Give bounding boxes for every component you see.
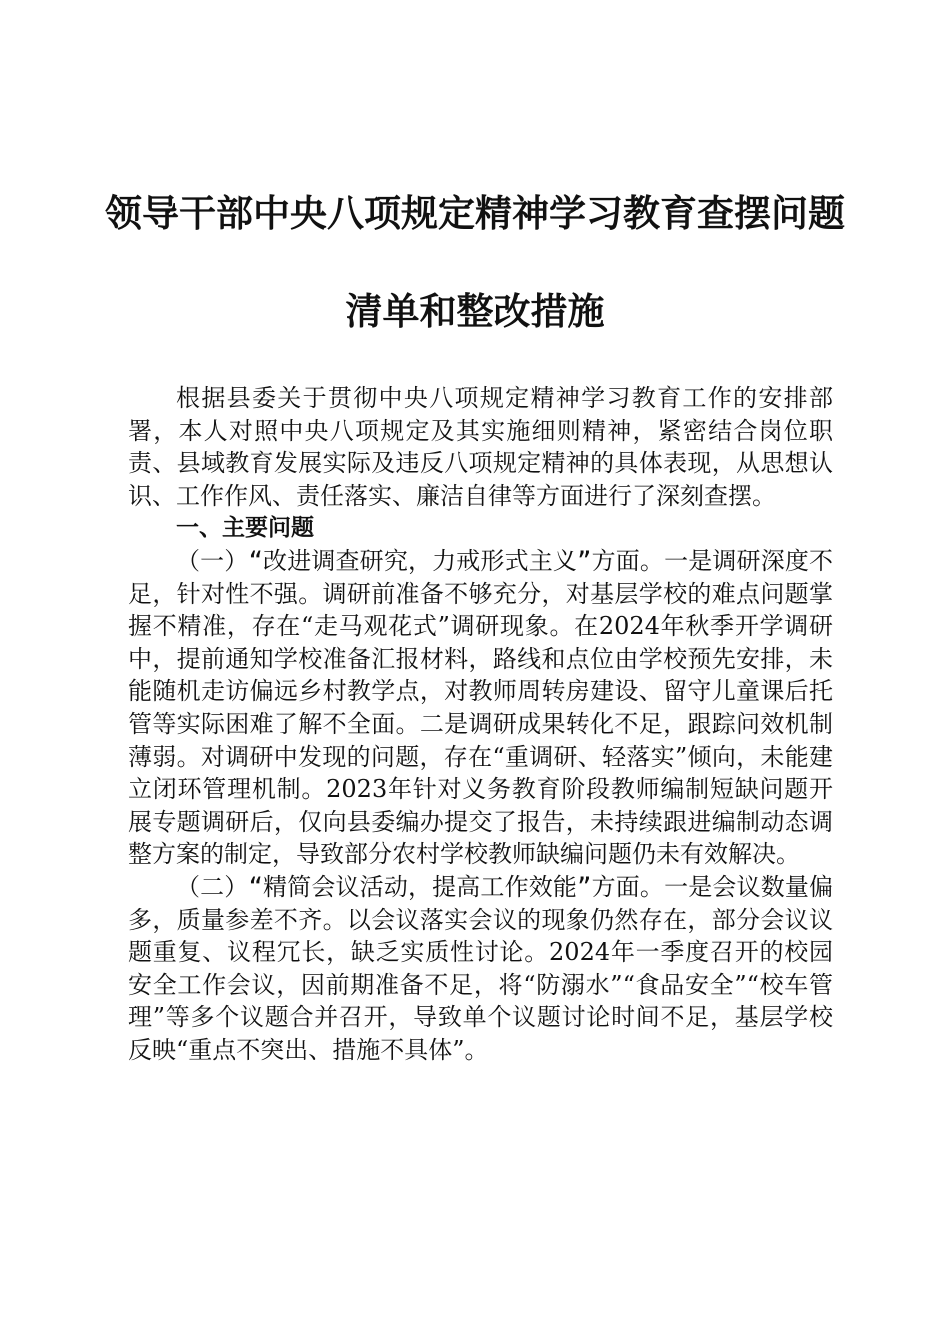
subsection-2-paragraph (128, 871, 833, 1067)
section-heading-main-problems: 一、主要问题 (176, 515, 314, 542)
intro-paragraph: 根据县委关于贯彻中央八项规定精神学习教育工作的安排部署，本人对照中央八项规定及其实施细则精神，紧密结合岗位职责、县域教育发展实际及违反八项规定精神的具体表现，从思想认识、工作作风、责任落实、廉洁自律等方面进行了深刻查摆。 (128, 384, 833, 510)
subsection-1-text: 一是调研深度不足，针对性不强。调研前准备不够充分，对基层学校的难点问题掌握不精准，存在“走马观花式”调研现象。在2024年秋季开学调研中，提前通知学校准备汇报材料，路线和点位由学校预先安排，未能随机走访偏远乡村教学点，对教师周转房建设、留守儿童课后托管等实际困难了解不全面。二是调研成果转化不足，跟踪问效机制薄弱。对调研中发现的问题，存在“重调研、轻落实”倾向，未能建立闭环管理机制。2023年针对义务教育阶段教师编制短缺问题开展专题调研后，仅向县委编办提交了报告，未持续跟进编制动态调整方案的制定，导致部分农村学校教师缺编问题仍未有效解决。 (128, 546, 834, 869)
document-body (128, 382, 833, 1066)
subsection-2-text: 一是会议数量偏多，质量参差不齐。以会议落实会议的现象仍然存在，部分会议议题重复、议程冗长，缺乏实质性讨论。2024年一季度召开的校园安全工作会议，因前期准备不足，将“防溺水”“食品安全”“校车管理”等多个议题合并召开，导致单个议题讨论时间不足，基层学校反映“重点不突出、措施不具体”。 (128, 872, 834, 1064)
subsection-1-paragraph (128, 545, 833, 871)
subsection-1-heading: （一）“改进调查研究，力戒形式主义”方面。 (176, 546, 665, 575)
document-title-line-2: 清单和整改措施 (345, 290, 605, 333)
document-title-line-1: 领导干部中央八项规定精神学习教育查摆问题 (105, 192, 845, 235)
subsection-2-heading: （二）“精简会议活动，提高工作效能”方面。 (176, 872, 665, 901)
